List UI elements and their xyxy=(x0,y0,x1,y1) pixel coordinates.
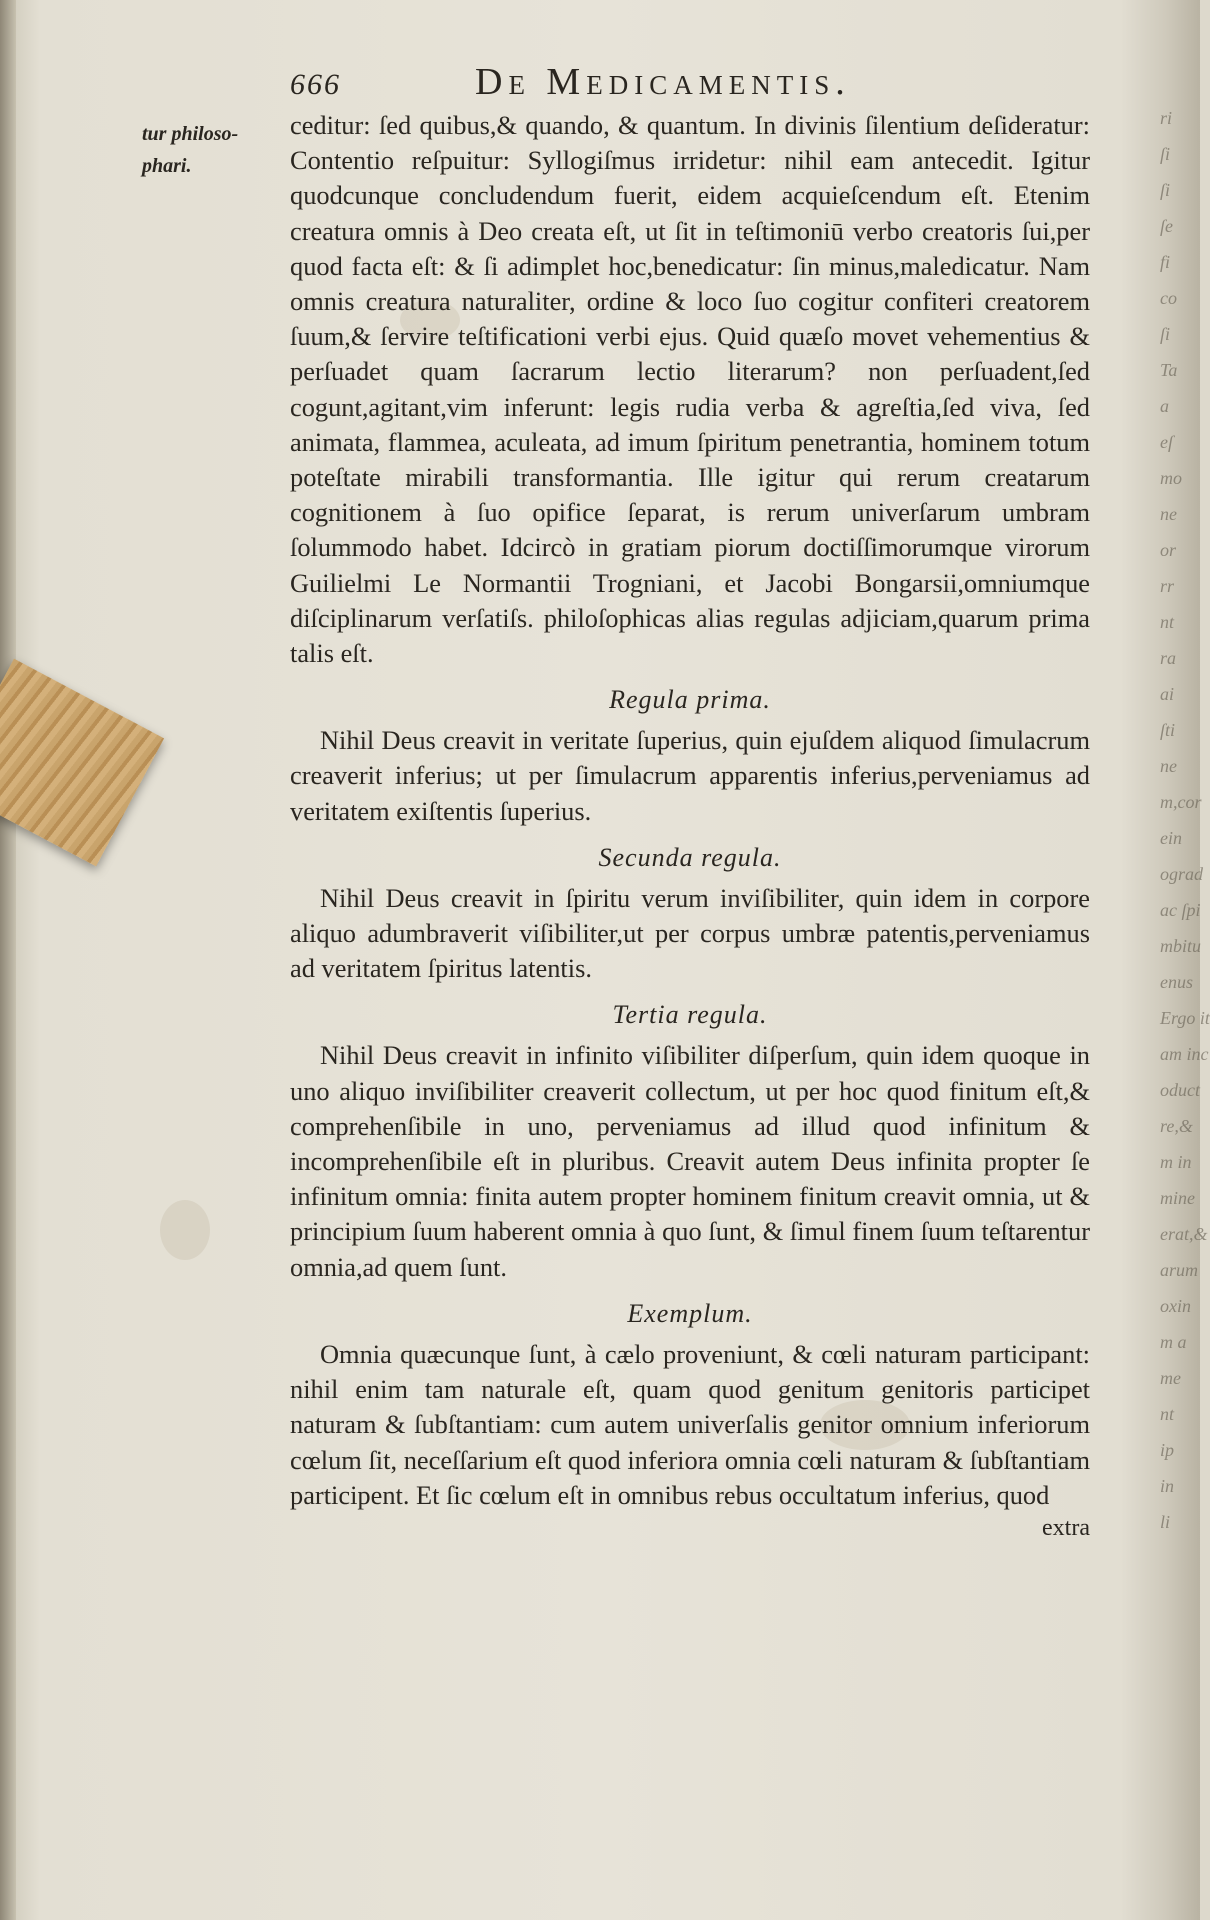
bleed-through-fragment: co xyxy=(1160,288,1177,308)
example-paragraph: Omnia quæcunque ſunt, à cælo proveniunt, & cœli naturam participant: nihil enim tam naturale eſt, quam quod genitum genitoris participet naturam & ſubſtantiam: cum autem univerſalis genitor omnium inferiorum cœlum ſit, neceſſarium eſt quod inferiora omnia cœli naturam & ſubſtantiam participent. Et ſic cœlum eſt in omnibus rebus occultatum inferius, quod xyxy=(290,1338,1090,1510)
bleed-through-fragment: in xyxy=(1160,1476,1175,1496)
bleed-through-fragment: m,cor xyxy=(1160,792,1202,812)
page-tab-marker[interactable] xyxy=(0,659,164,867)
bleed-through-fragment: erat,& xyxy=(1160,1224,1208,1244)
bleed-through-fragment: ne xyxy=(1160,756,1177,776)
bleed-through-fragment: oxin xyxy=(1160,1296,1191,1316)
rule-heading-2: Secunda regula. xyxy=(598,842,782,872)
rule-heading-1: Regula prima. xyxy=(609,685,771,715)
bleed-through-fragment: mbitu xyxy=(1160,936,1202,956)
bleed-through-fragment: eſ xyxy=(1160,432,1173,452)
bleed-through-fragment: fi xyxy=(1160,252,1171,272)
bleed-through-fragment: m in xyxy=(1160,1152,1192,1172)
bleed-through-fragment: ri xyxy=(1160,108,1173,128)
bleed-through-fragment: m a xyxy=(1160,1332,1187,1352)
bleed-through-fragment: ip xyxy=(1160,1440,1175,1460)
bleed-through-fragment: re,& xyxy=(1160,1116,1193,1136)
example-heading: Exemplum. xyxy=(627,1298,753,1328)
bleed-through-fragment: ſi xyxy=(1160,324,1171,344)
bleed-through-fragment: a xyxy=(1160,396,1169,416)
bleed-through-fragment: ein xyxy=(1160,828,1182,848)
bleed-through-fragment: nt xyxy=(1160,612,1175,632)
intro-paragraph: ceditur: ſed quibus,& quando, & quantum. In divinis ſilentium deſideratur: Contentio reſpuitur: Syllogiſmus irridetur: nihil eam antecedit. Igitur quodcunque concludendum fuerit, eidem acquieſcendum eſt. Etenim creatura omnis à Deo creata eſt, ut ſit in teſtimoniū verbo creatoris ſui,per quod facta eſt: & ſi adimplet hoc,benedicatur: ſin minus,maledicatur. Nam omnis creatura naturaliter, ordine & loco ſuo cogitur confiteri creatorem ſuum,& ſervire teſtificationi verbi ejus. Quid quæſo movet vehementius & perſuadet quam ſacrarum lectio literarum? non perſuadent,ſed cogunt,agitant,vim inferunt: legis rudia verba & agreſtia,ſed viva, ſed animata, flammea, aculeata, ad imum ſpiritum penetrantia, hominem totum poteſtate mirabili transformantia. Ille igitur qui rerum creatarum cognitionem à ſuo opifice ſeparat, is rerum univerſarum umbram ſolummodo habet. Idcircò in gratiam piorum doctiſſimorumque virorum Guilielmi Le Normantii Trogniani, et Jacobi Bongarsii,omniumque diſciplinarum verſatiſs. philoſophicas alias regulas adjiciam,quarum prima talis eſt. xyxy=(290,110,1090,669)
bleed-through-text xyxy=(1160,100,1210,1660)
bleed-through-fragment: ſti xyxy=(1160,720,1176,740)
main-text xyxy=(290,108,1090,1543)
bleed-through-fragment: enus xyxy=(1160,972,1193,992)
running-title: De Medicamentis. xyxy=(475,61,851,103)
bleed-through-fragment: ograd xyxy=(1160,864,1204,884)
bleed-through-fragment: or xyxy=(1160,540,1177,560)
catchword: extra xyxy=(1042,1514,1090,1541)
bleed-through-fragment: oduct xyxy=(1160,1080,1200,1100)
bleed-through-fragment: ſe xyxy=(1160,216,1173,236)
rule-heading-3: Tertia regula. xyxy=(612,1000,768,1030)
bleed-through-fragment: Ergo it xyxy=(1160,1008,1210,1028)
page-number: 666 xyxy=(290,68,341,101)
paper-stain xyxy=(160,1200,210,1260)
bleed-through-fragment: mine xyxy=(1160,1188,1195,1208)
rule-paragraph-1: Nihil Deus creavit in veritate ſuperius, quin ejuſdem aliquod ſimulacrum creaverit inferius; ut per ſimulacrum apparentis inferius,perveniamus ad veritatem exiſtentis ſuperius. xyxy=(290,725,1090,826)
rule-paragraph-3: Nihil Deus creavit in infinito viſibiliter diſperſum, quin idem quoque in uno aliquo inviſibiliter creaverit collectum, ut per hoc quod finitum eſt,& comprehenſibile in uno, perveniamus ad illud quod infinitum & incomprehenſibile eſt in pluribus. Creavit autem Deus infinita propter ſe infinitum omnia: finita autem propter hominem finitum creavit omnia, ut & principium ſuum haberent omnia à quo ſunt, & ſimul finem ſuum teſtarentur omnia,ad quem ſunt. xyxy=(290,1040,1090,1282)
bleed-through-fragment: ai xyxy=(1160,684,1175,704)
rule-paragraph-2: Nihil Deus creavit in ſpiritu verum inviſibiliter, quin idem in corpore aliquo adumbraverit viſibiliter,ut per corpus umbræ patentis,perveniamus ad veritatem ſpiritus latentis. xyxy=(290,882,1090,984)
bleed-through-fragment: ſi xyxy=(1160,180,1171,200)
bleed-through-fragment: mo xyxy=(1160,468,1182,488)
bleed-through-fragment: arum xyxy=(1160,1260,1199,1280)
bleed-through-fragment: am inc xyxy=(1160,1044,1209,1064)
bleed-through-fragment: me xyxy=(1160,1368,1181,1388)
bleed-through-fragment: nt xyxy=(1160,1404,1175,1424)
bleed-through-fragment: ra xyxy=(1160,648,1177,668)
bleed-through-fragment: Ta xyxy=(1160,360,1178,380)
bleed-through-fragment: ſi xyxy=(1160,144,1171,164)
bleed-through-fragment: rr xyxy=(1160,576,1175,596)
bleed-through-fragment: li xyxy=(1160,1512,1171,1532)
bleed-through-fragment: ne xyxy=(1160,504,1177,524)
bleed-through-fragment: ac ſpi xyxy=(1160,900,1201,920)
page-header xyxy=(290,60,1100,110)
book-spine xyxy=(0,0,16,1920)
margin-note: tur philoso-phari. xyxy=(142,123,239,177)
